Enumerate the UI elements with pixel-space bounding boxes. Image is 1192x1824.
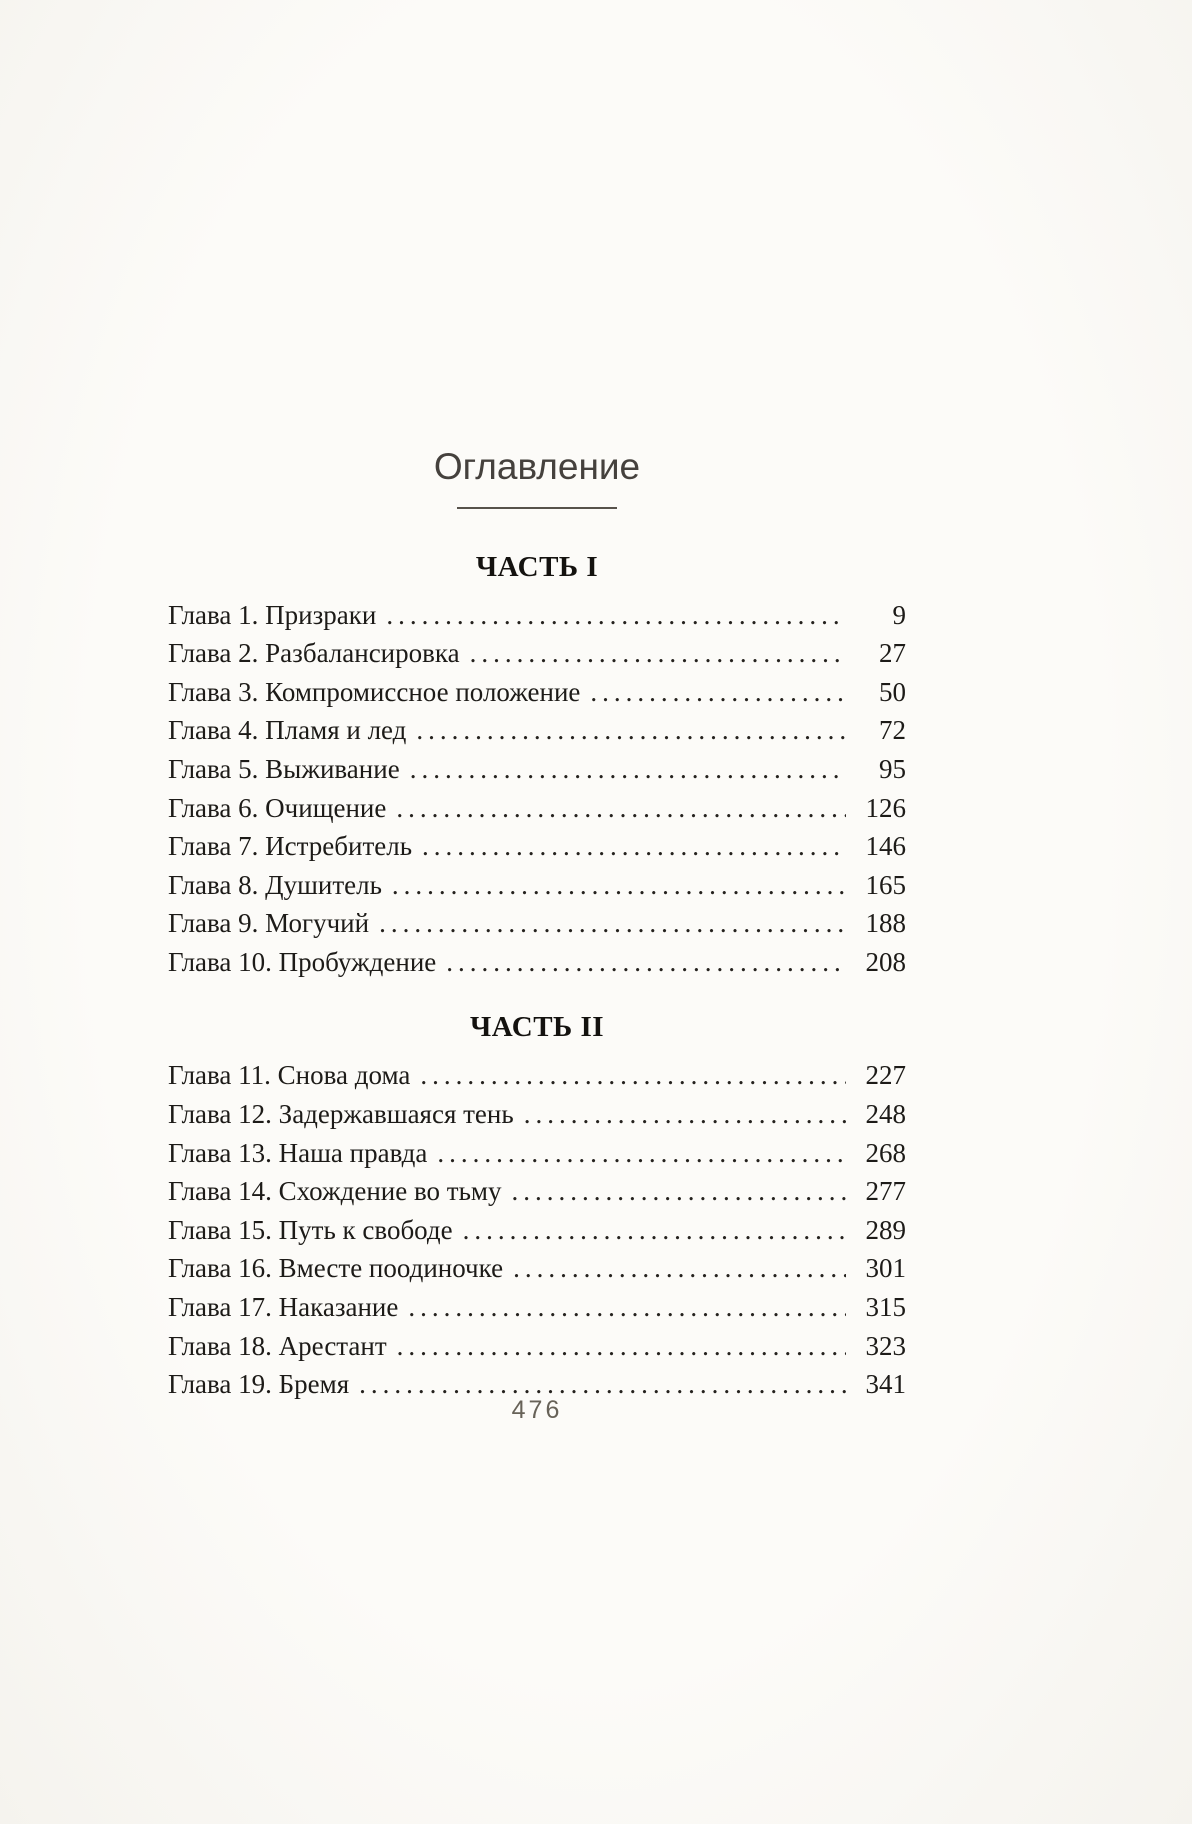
toc-entry-label: Глава 8. Душитель — [168, 869, 382, 900]
toc-entry-label: Глава 9. Могучий — [168, 908, 370, 939]
toc-entry — [168, 715, 906, 754]
toc-entry-label: Глава 4. Пламя и лед — [168, 715, 407, 746]
toc-entry-label: Глава 15. Путь к свободе — [168, 1214, 453, 1245]
toc-entry-page: 323 — [865, 1330, 906, 1361]
toc-entry-label: Глава 11. Снова дома — [168, 1060, 411, 1091]
toc-entry-page: 27 — [879, 638, 906, 669]
toc-entry — [168, 1331, 906, 1370]
toc-entry — [168, 870, 906, 909]
toc-entry-page: 268 — [865, 1137, 906, 1168]
dot-leader — [470, 638, 846, 669]
table-of-contents — [168, 551, 906, 1408]
toc-entry — [168, 600, 906, 639]
title-underline — [457, 507, 617, 509]
dot-leader — [386, 600, 846, 631]
dot-leader — [392, 870, 846, 901]
toc-entry-page: 341 — [865, 1369, 906, 1400]
toc-entry-page: 289 — [865, 1214, 906, 1245]
toc-entry-page: 301 — [865, 1253, 906, 1284]
toc-entry-label: Глава 2. Разбалансировка — [168, 638, 460, 669]
dot-leader — [446, 947, 846, 978]
toc-entry — [168, 1253, 906, 1292]
toc-entry — [168, 638, 906, 677]
toc-entry-label: Глава 13. Наша правда — [168, 1137, 428, 1168]
toc-entry-page: 188 — [865, 908, 906, 939]
section-heading: ЧАСТЬ I — [475, 550, 599, 583]
toc-entry-page: 95 — [879, 753, 906, 784]
dot-leader — [437, 1138, 846, 1169]
toc-entry-page: 227 — [865, 1060, 906, 1091]
toc-entry-page: 146 — [865, 831, 906, 862]
toc-entry — [168, 677, 906, 716]
toc-entry-label: Глава 16. Вместе поодиночке — [168, 1253, 504, 1284]
toc-entry — [168, 908, 906, 947]
toc-entry — [168, 1176, 906, 1215]
toc-entry-page: 315 — [865, 1292, 906, 1323]
dot-leader — [379, 908, 846, 939]
toc-entry-page: 50 — [879, 676, 906, 707]
toc-entry — [168, 793, 906, 832]
toc-section — [168, 1011, 906, 1407]
toc-section — [168, 551, 906, 986]
dot-leader — [512, 1176, 847, 1207]
toc-entry — [168, 1215, 906, 1254]
dot-leader — [410, 754, 846, 785]
toc-entry-label: Глава 3. Компромиссное положение — [168, 676, 581, 707]
dot-leader — [513, 1253, 846, 1284]
toc-entry-page: 248 — [865, 1099, 906, 1130]
toc-entry-label: Глава 18. Арестант — [168, 1330, 387, 1361]
toc-entry — [168, 1292, 906, 1331]
toc-entry-label: Глава 6. Очищение — [168, 792, 387, 823]
toc-entry-page: 9 — [892, 599, 906, 630]
dot-leader — [524, 1099, 846, 1130]
toc-entry-label: Глава 12. Задержавшаяся тень — [168, 1099, 514, 1130]
section-entries — [168, 600, 906, 986]
toc-entry — [168, 947, 906, 986]
toc-entry — [168, 1138, 906, 1177]
dot-leader — [416, 715, 846, 746]
dot-leader — [422, 831, 846, 862]
section-heading: ЧАСТЬ II — [469, 1011, 605, 1044]
dot-leader — [420, 1060, 846, 1091]
dot-leader — [408, 1292, 846, 1323]
section-entries — [168, 1060, 906, 1407]
toc-entry-page: 165 — [865, 869, 906, 900]
toc-entry — [168, 831, 906, 870]
dot-leader — [590, 677, 846, 708]
toc-entry-label: Глава 1. Призраки — [168, 599, 377, 630]
toc-entry-label: Глава 5. Выживание — [168, 753, 400, 784]
toc-entry — [168, 754, 906, 793]
page-title: Оглавление — [433, 446, 641, 487]
toc-entry — [168, 1099, 906, 1138]
toc-entry — [168, 1060, 906, 1099]
toc-entry-page: 208 — [865, 946, 906, 977]
dot-leader — [396, 793, 846, 824]
toc-entry-label: Глава 7. Истребитель — [168, 831, 413, 862]
dot-leader — [397, 1331, 846, 1362]
toc-entry-page: 277 — [865, 1176, 906, 1207]
page-number: 476 — [511, 1396, 563, 1424]
toc-entry-label: Глава 19. Бремя — [168, 1369, 350, 1400]
toc-content — [168, 446, 906, 1408]
toc-entry-label: Глава 14. Схождение во тьму — [168, 1176, 502, 1207]
toc-entry-label: Глава 17. Наказание — [168, 1292, 399, 1323]
toc-entry-page: 126 — [865, 792, 906, 823]
toc-entry-label: Глава 10. Пробуждение — [168, 946, 437, 977]
dot-leader — [463, 1215, 846, 1246]
toc-entry-page: 72 — [879, 715, 906, 746]
